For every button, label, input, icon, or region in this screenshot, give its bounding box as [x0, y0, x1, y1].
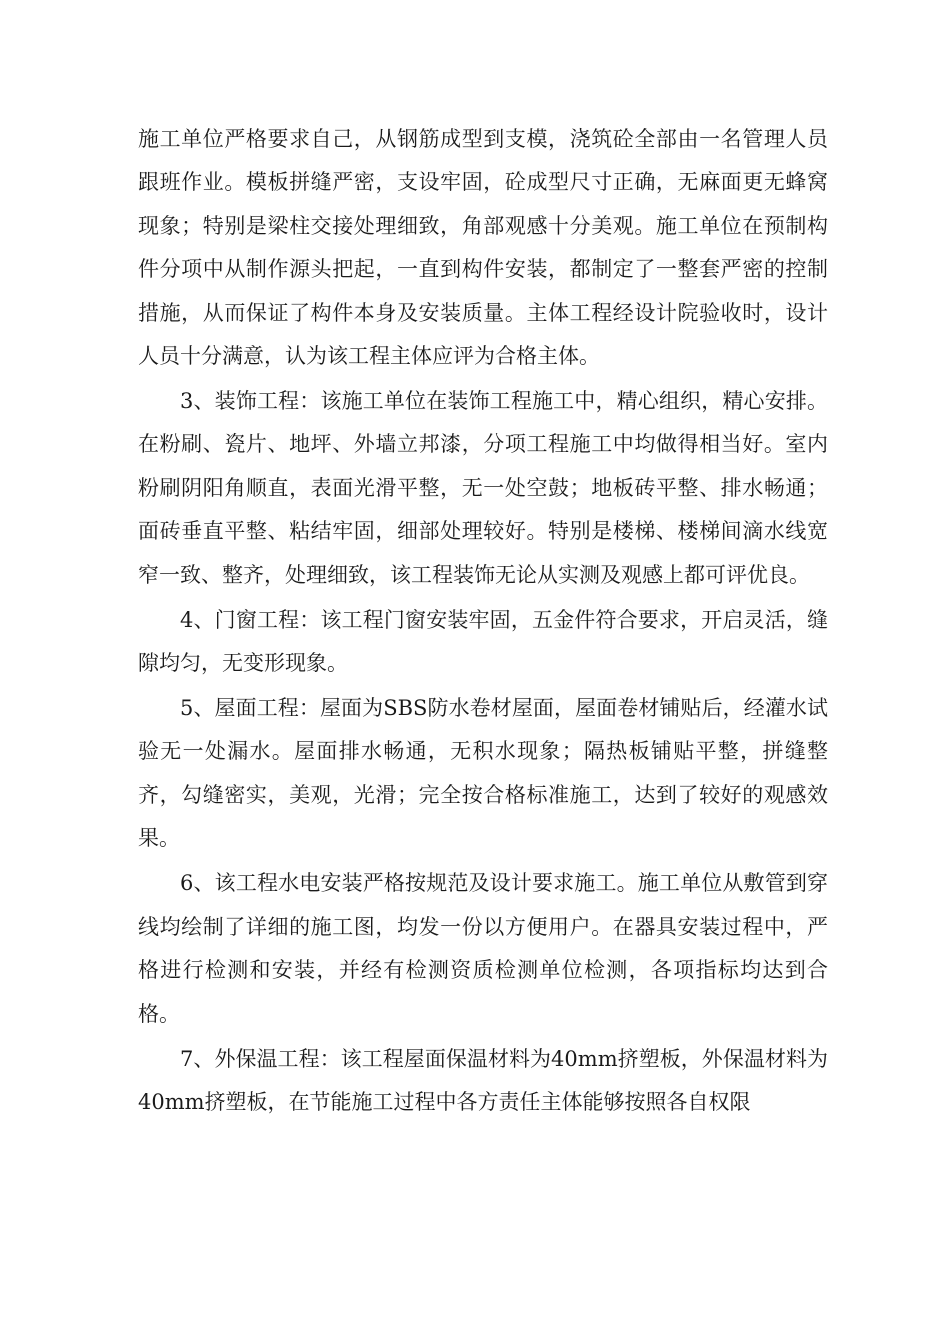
paragraph-main-structure: 施工单位严格要求自己，从钢筋成型到支模，浇筑砼全部由一名管理人员跟班作业。模板拼缝严密，支设牢固，砼成型尺寸正确，无麻面更无蜂窝现象；特别是梁柱交接处理细致，角部观感十分美观。施工单位在预制构件分项中从制作源头把起，一直到构件安装，都制定了一整套严密的控制措施，从而保证了构件本身及安装质量。主体工程经设计院验收时，设计人员十分满意，认为该工程主体应评为合格主体。	[138, 127, 828, 369]
paragraph-water-electric-works: 6、该工程水电安装严格按规范及设计要求施工。施工单位从敷管到穿线均绘制了详细的施工图，均发一份以方便用户。在器具安装过程中，严格进行检测和安装，并经有检测资质检测单位检测，各项指标均达到合格。	[138, 871, 828, 1026]
paragraph-door-window-works: 4、门窗工程：该工程门窗安装牢固，五金件符合要求，开启灵活，缝隙均匀，无变形现象。	[138, 607, 828, 676]
paragraph-decoration-works: 3、装饰工程：该施工单位在装饰工程施工中，精心组织，精心安排。在粉刷、瓷片、地坪、外墙立邦漆，分项工程施工中均做得相当好。室内粉刷阴阳角顺直，表面光滑平整，无一处空鼓；地板砖平整、排水畅通；面砖垂直平整、粘结牢固，细部处理较好。特别是楼梯、楼梯间滴水线宽窄一致、整齐，处理细致，该工程装饰无论从实测及观感上都可评优良。	[138, 389, 828, 587]
paragraph-insulation-works: 7、外保温工程：该工程屋面保温材料为40mm挤塑板，外保温材料为40mm挤塑板，在节能施工过程中各方责任主体能够按照各自权限	[138, 1046, 828, 1114]
paragraph-roof-works: 5、屋面工程：屋面为SBS防水卷材屋面，屋面卷材铺贴后，经灌水试验无一处漏水。屋面排水畅通，无积水现象；隔热板铺贴平整，拼缝整齐，勾缝密实，美观，光滑；完全按合格标准施工，达到了较好的观感效果。	[138, 696, 828, 851]
document-body	[138, 118, 828, 1124]
